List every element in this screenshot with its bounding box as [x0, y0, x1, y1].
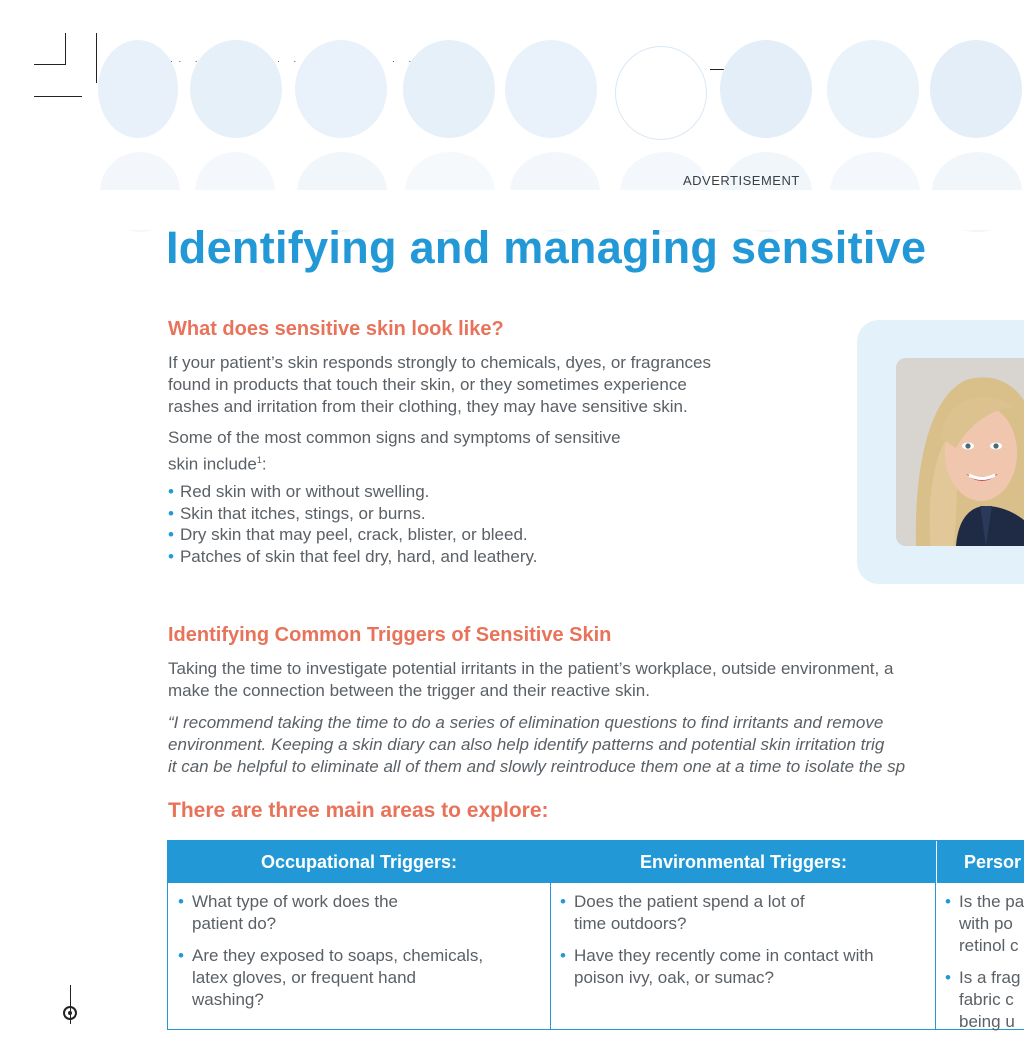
registration-mark — [63, 1006, 77, 1020]
section-heading-areas: There are three main areas to explore: — [168, 799, 549, 822]
list-item — [178, 945, 548, 1011]
quote-line: it can be helpful to eliminate all of them and slowly reintroduce them one at a time to isolate the sp — [168, 757, 906, 776]
crop-mark — [34, 96, 82, 97]
environmental-cell — [560, 891, 932, 999]
bullet-icon: • — [168, 525, 174, 544]
text-line: rashes and irritation from their clothing, they may have sensitive skin. — [168, 397, 688, 416]
bullet-icon: • — [945, 968, 951, 987]
list-item-text: Patches of skin that feel dry, hard, and leathery. — [179, 546, 538, 566]
bullet-icon: • — [168, 503, 174, 523]
quote-line: “I recommend taking the time to do a series of elimination questions to find irritants and remove — [168, 713, 884, 732]
list-item — [168, 503, 537, 525]
bullet-icon: • — [560, 892, 566, 911]
text-line: fabric c — [959, 990, 1014, 1009]
text-line: retinol c — [959, 936, 1019, 955]
list-item-text: Skin that itches, stings, or burns. — [179, 503, 426, 523]
bullet-icon: • — [945, 892, 951, 911]
triggers-table — [167, 840, 1024, 1030]
section-heading-sensitive-skin: What does sensitive skin look like? — [168, 318, 504, 340]
list-item — [945, 967, 1024, 1033]
list-item — [178, 891, 548, 935]
text-line: Have they recently come in contact with — [574, 946, 874, 965]
personal-cell — [945, 891, 1024, 1043]
column-divider — [550, 841, 551, 1029]
list-item — [560, 945, 932, 989]
text-line: Taking the time to investigate potential irritants in the patient’s workplace, outside environment, a — [168, 659, 894, 678]
list-item — [168, 524, 537, 546]
signs-paragraph — [168, 427, 621, 476]
text-line: poison ivy, oak, or sumac? — [574, 968, 774, 987]
text-line: Some of the most common signs and symptoms of sensitive — [168, 428, 621, 447]
text-line — [168, 449, 621, 476]
text-line: found in products that touch their skin, or they sometimes experience — [168, 375, 687, 394]
bullet-icon: • — [168, 482, 174, 501]
section-heading-triggers: Identifying Common Triggers of Sensitive Skin — [168, 624, 612, 646]
text-span: skin include — [168, 454, 257, 474]
text-line: make the connection between the trigger and their reactive skin. — [168, 681, 650, 700]
text-line: Does the patient spend a lot of — [574, 892, 805, 911]
crop-mark — [65, 33, 66, 65]
footnote-marker: 1 — [256, 455, 262, 465]
list-item — [945, 891, 1024, 957]
text-line: Is a frag — [959, 968, 1021, 987]
page-title: Identifying and managing sensitive — [166, 222, 927, 273]
bullet-icon: • — [178, 892, 184, 911]
text-line: What type of work does the — [192, 892, 398, 911]
column-header: Environmental Triggers: — [551, 841, 936, 883]
intro-paragraph — [168, 352, 711, 418]
column-header-text: Persor — [964, 852, 1022, 872]
column-header: Occupational Triggers: — [168, 841, 550, 883]
text-line: latex gloves, or frequent hand — [192, 968, 416, 987]
triggers-paragraph — [168, 658, 893, 702]
column-divider — [935, 841, 936, 1029]
bullet-icon: • — [178, 946, 184, 965]
text-line: washing? — [192, 990, 264, 1009]
text-line: time outdoors? — [574, 914, 687, 933]
quote-line: environment. Keeping a skin diary can also help identify patterns and potential skin irritation trig — [168, 735, 885, 754]
symptoms-list — [168, 481, 537, 567]
crop-mark — [96, 33, 97, 83]
text-line: being u — [959, 1012, 1015, 1031]
doctor-photo — [896, 358, 1024, 546]
text-span: : — [261, 454, 267, 474]
occupational-cell — [178, 891, 548, 1021]
list-item-text: Dry skin that may peel, crack, blister, or bleed. — [179, 525, 528, 544]
list-item-text: Red skin with or without swelling. — [179, 482, 430, 501]
column-header — [937, 841, 1024, 883]
advertisement-label: ADVERTISEMENT — [683, 173, 800, 188]
text-line: If your patient’s skin responds strongly to chemicals, dyes, or fragrances — [168, 353, 711, 372]
expert-quote — [168, 712, 905, 778]
list-item — [560, 891, 932, 935]
printer-slug: ·· · · · — [169, 58, 400, 66]
text-line: with po — [959, 914, 1013, 933]
text-line: Are they exposed to soaps, chemicals, — [192, 946, 484, 965]
bullet-icon: • — [168, 546, 174, 566]
text-line: Is the pa — [959, 892, 1024, 911]
text-line: patient do? — [192, 914, 277, 933]
crop-mark — [34, 64, 66, 65]
list-item — [168, 481, 537, 503]
list-item — [168, 546, 537, 568]
bullet-icon: • — [560, 946, 566, 965]
